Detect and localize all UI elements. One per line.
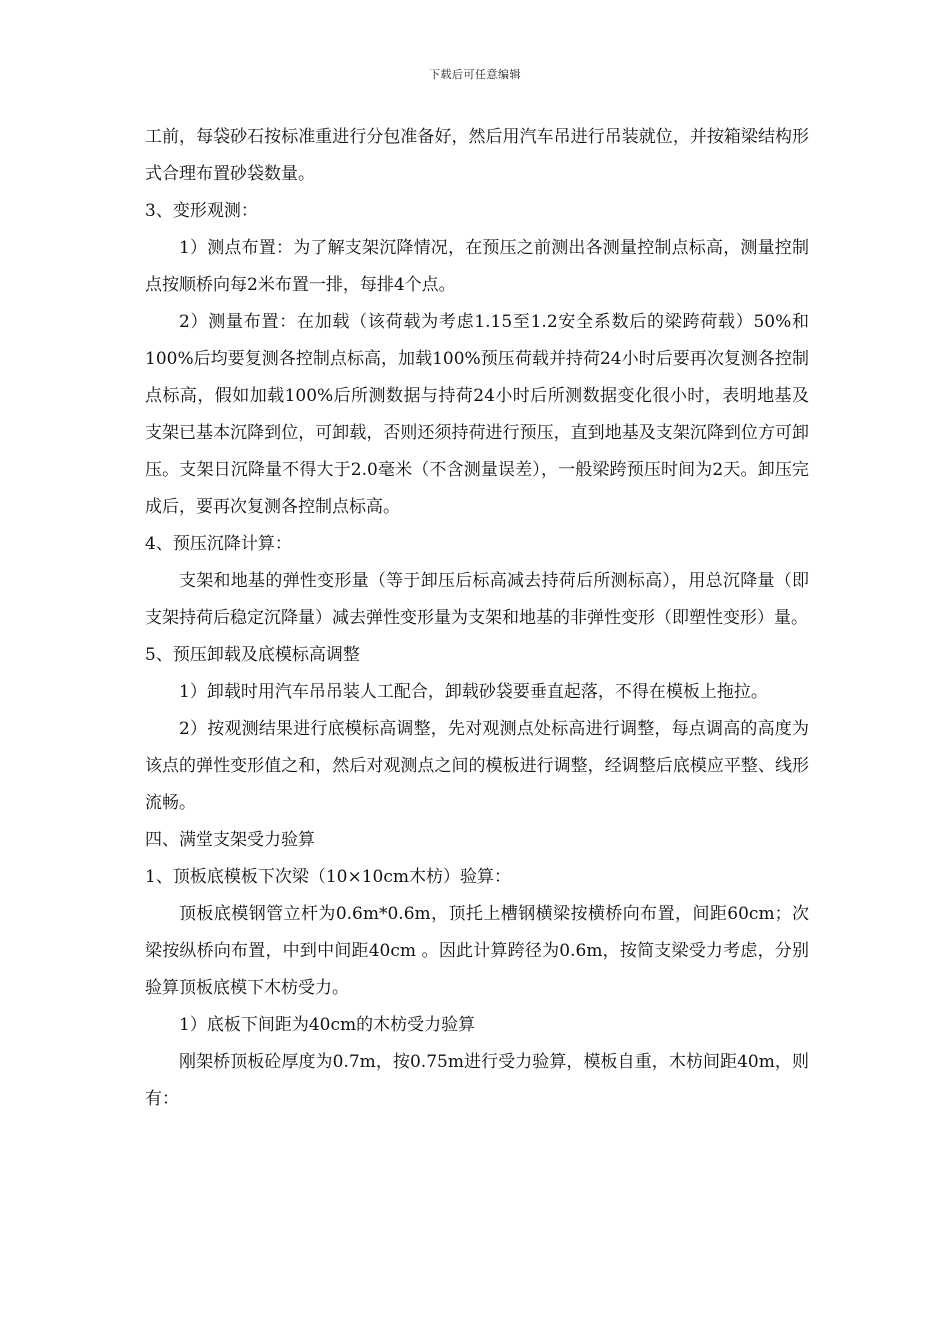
paragraph: 刚架桥顶板砼厚度为0.7m，按0.75m进行受力验算，模板自重，木枋间距40m，则有：	[145, 1052, 809, 1109]
section-heading: 1、顶板底模板下次梁（10×10cm木枋）验算：	[145, 867, 511, 887]
section-heading: 5、预压卸载及底模标高调整	[145, 645, 360, 665]
paragraph: 2）测量布置：在加载（该荷载为考虑1.15至1.2安全系数后的梁跨荷载）50%和100%后均要复测各控制点标高，加载100%预压荷载并持荷24小时后要再次复测各控制点标高，假如加载100%后所测数据与持荷24小时后所测数据变化很小时，表明地基及支架已基本沉降到位，可卸载，否则还须持荷进行预压，直到地基及支架沉降到位方可卸压。支架日沉降量不得大于2.0毫米（不含测量误差），一般梁跨预压时间为2天。卸压完成后，要再次复测各控制点标高。	[145, 312, 809, 517]
paragraph: 工前，每袋砂石按标准重进行分包准备好，然后用汽车吊进行吊装就位，并按箱梁结构形式合理布置砂袋数量。	[145, 127, 809, 184]
section-heading: 3、变形观测：	[145, 201, 258, 221]
section-heading: 4、预压沉降计算：	[145, 534, 292, 554]
document-body	[145, 119, 809, 1118]
page-header: 下载后可任意编辑	[429, 68, 521, 81]
paragraph: 顶板底模钢管立杆为0.6m*0.6m，顶托上槽钢横梁按横桥向布置，间距60cm；次梁按纵桥向布置，中到中间距40cm 。因此计算跨径为0.6m，按简支梁受力考虑，分别验算顶板底模下木枋受力。	[145, 904, 809, 998]
paragraph: 1）测点布置：为了解支架沉降情况，在预压之前测出各测量控制点标高，测量控制点按顺桥向每2米布置一排，每排4个点。	[145, 238, 809, 295]
paragraph: 1）卸载时用汽车吊吊装人工配合，卸载砂袋要垂直起落，不得在模板上拖拉。	[179, 682, 768, 702]
subsection-heading: 1）底板下间距为40cm的木枋受力验算	[179, 1015, 476, 1035]
chapter-heading: 四、满堂支架受力验算	[145, 830, 315, 850]
paragraph: 2）按观测结果进行底模标高调整，先对观测点处标高进行调整，每点调高的高度为该点的弹性变形值之和，然后对观测点之间的模板进行调整，经调整后底模应平整、线形流畅。	[145, 719, 809, 813]
paragraph: 支架和地基的弹性变形量（等于卸压后标高减去持荷后所测标高），用总沉降量（即支架持荷后稳定沉降量）减去弹性变形量为支架和地基的非弹性变形（即塑性变形）量。	[145, 571, 809, 628]
